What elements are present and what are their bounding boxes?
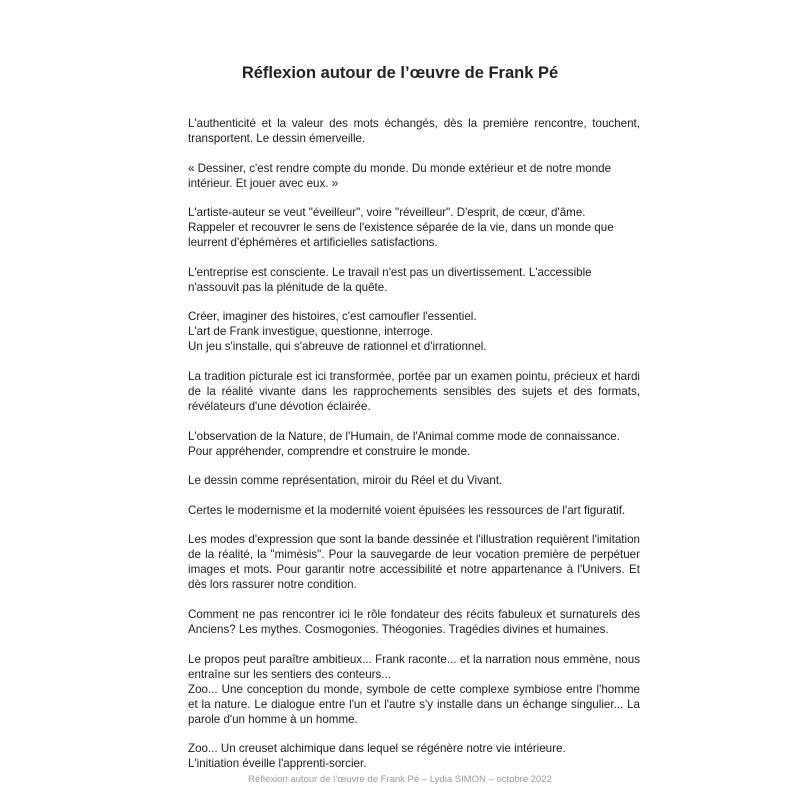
- paragraph-9: Certes le modernisme et la modernité voient épuisées les ressources de l'art figuratif.: [188, 503, 626, 517]
- paragraph-2: « Dessiner, c'est rendre compte du monde. Du monde extérieur et de notre monde intérieur. Et jouer avec eux. »: [188, 161, 612, 190]
- document-body: [188, 116, 640, 786]
- paragraph-13: Zoo... Un creuset alchimique dans lequel se régénère notre vie intérieure. L'initiation éveille l'apprenti-sorcier.: [188, 742, 566, 771]
- paragraph-10: Les modes d'expression que sont la bande dessinée et l'illustration requièrent l'imitation de la réalité, la "mimèsis". Pour la sauvegarde de leur vocation première de perpétuer images et mots. Pour garantir notre accessibilité et notre appartenance à l'Univers. Et dès lors rassurer notre condition.: [188, 533, 640, 592]
- paragraph-12: Le propos peut paraître ambitieux... Frank raconte... et la narration nous emmène, nous entraîne sur les sentiers des conteurs... Zoo... Une conception du monde, symbole de cette complexe symbiose entre l'homme et la nature. Le dialogue entre l'un et l'autre s'y installe dans un échange singulier... La parole d'un homme à un homme.: [188, 652, 640, 726]
- paragraph-7: L'observation de la Nature, de l'Humain, de l'Animal comme mode de connaissance. Pour appréhender, comprendre et construire le monde.: [188, 429, 620, 458]
- paragraph-1: L'authenticité et la valeur des mots échangés, dès la première rencontre, touchent, transportent. Le dessin émerveille.: [188, 117, 640, 145]
- paragraph-3: L'artiste-auteur se veut "éveilleur", voire "réveilleur". D'esprit, de cœur, d'âme. Rappeler et recouvrer le sens de l'existence séparée de la vie, dans un monde que leurrent d'éphémères et artificielles satisfactions.: [188, 206, 614, 250]
- paragraph-4: L'entreprise est consciente. Le travail n'est pas un divertissement. L'accessible n'assouvit pas la plénitude de la quête.: [188, 265, 592, 294]
- paragraph-5: Créer, imaginer des histoires, c'est camoufler l'essentiel. L'art de Frank investigue, questionne, interroge. Un jeu s'installe, qui s'abreuve de rationnel et d'irrationnel.: [188, 310, 487, 354]
- document-footer: Réflexion autour de l’œuvre de Frank Pé – Lydia SIMON – octobre 2022: [248, 774, 552, 785]
- paragraph-8: Le dessin comme représentation, miroir du Réel et du Vivant.: [188, 474, 503, 488]
- document-title: Réflexion autour de l’œuvre de Frank Pé: [241, 64, 559, 82]
- paragraph-11: Comment ne pas rencontrer ici le rôle fondateur des récits fabuleux et surnaturels des Anciens? Les mythes. Cosmogonies. Théogonies. Tragédies divines et humaines.: [188, 607, 640, 636]
- paragraph-6: La tradition picturale est ici transformée, portée par un examen pointu, précieux et hardi de la réalité vivante dans les rapprochements sensibles des sujets et des formats, révélateurs d'une dévotion éclairée.: [188, 369, 640, 413]
